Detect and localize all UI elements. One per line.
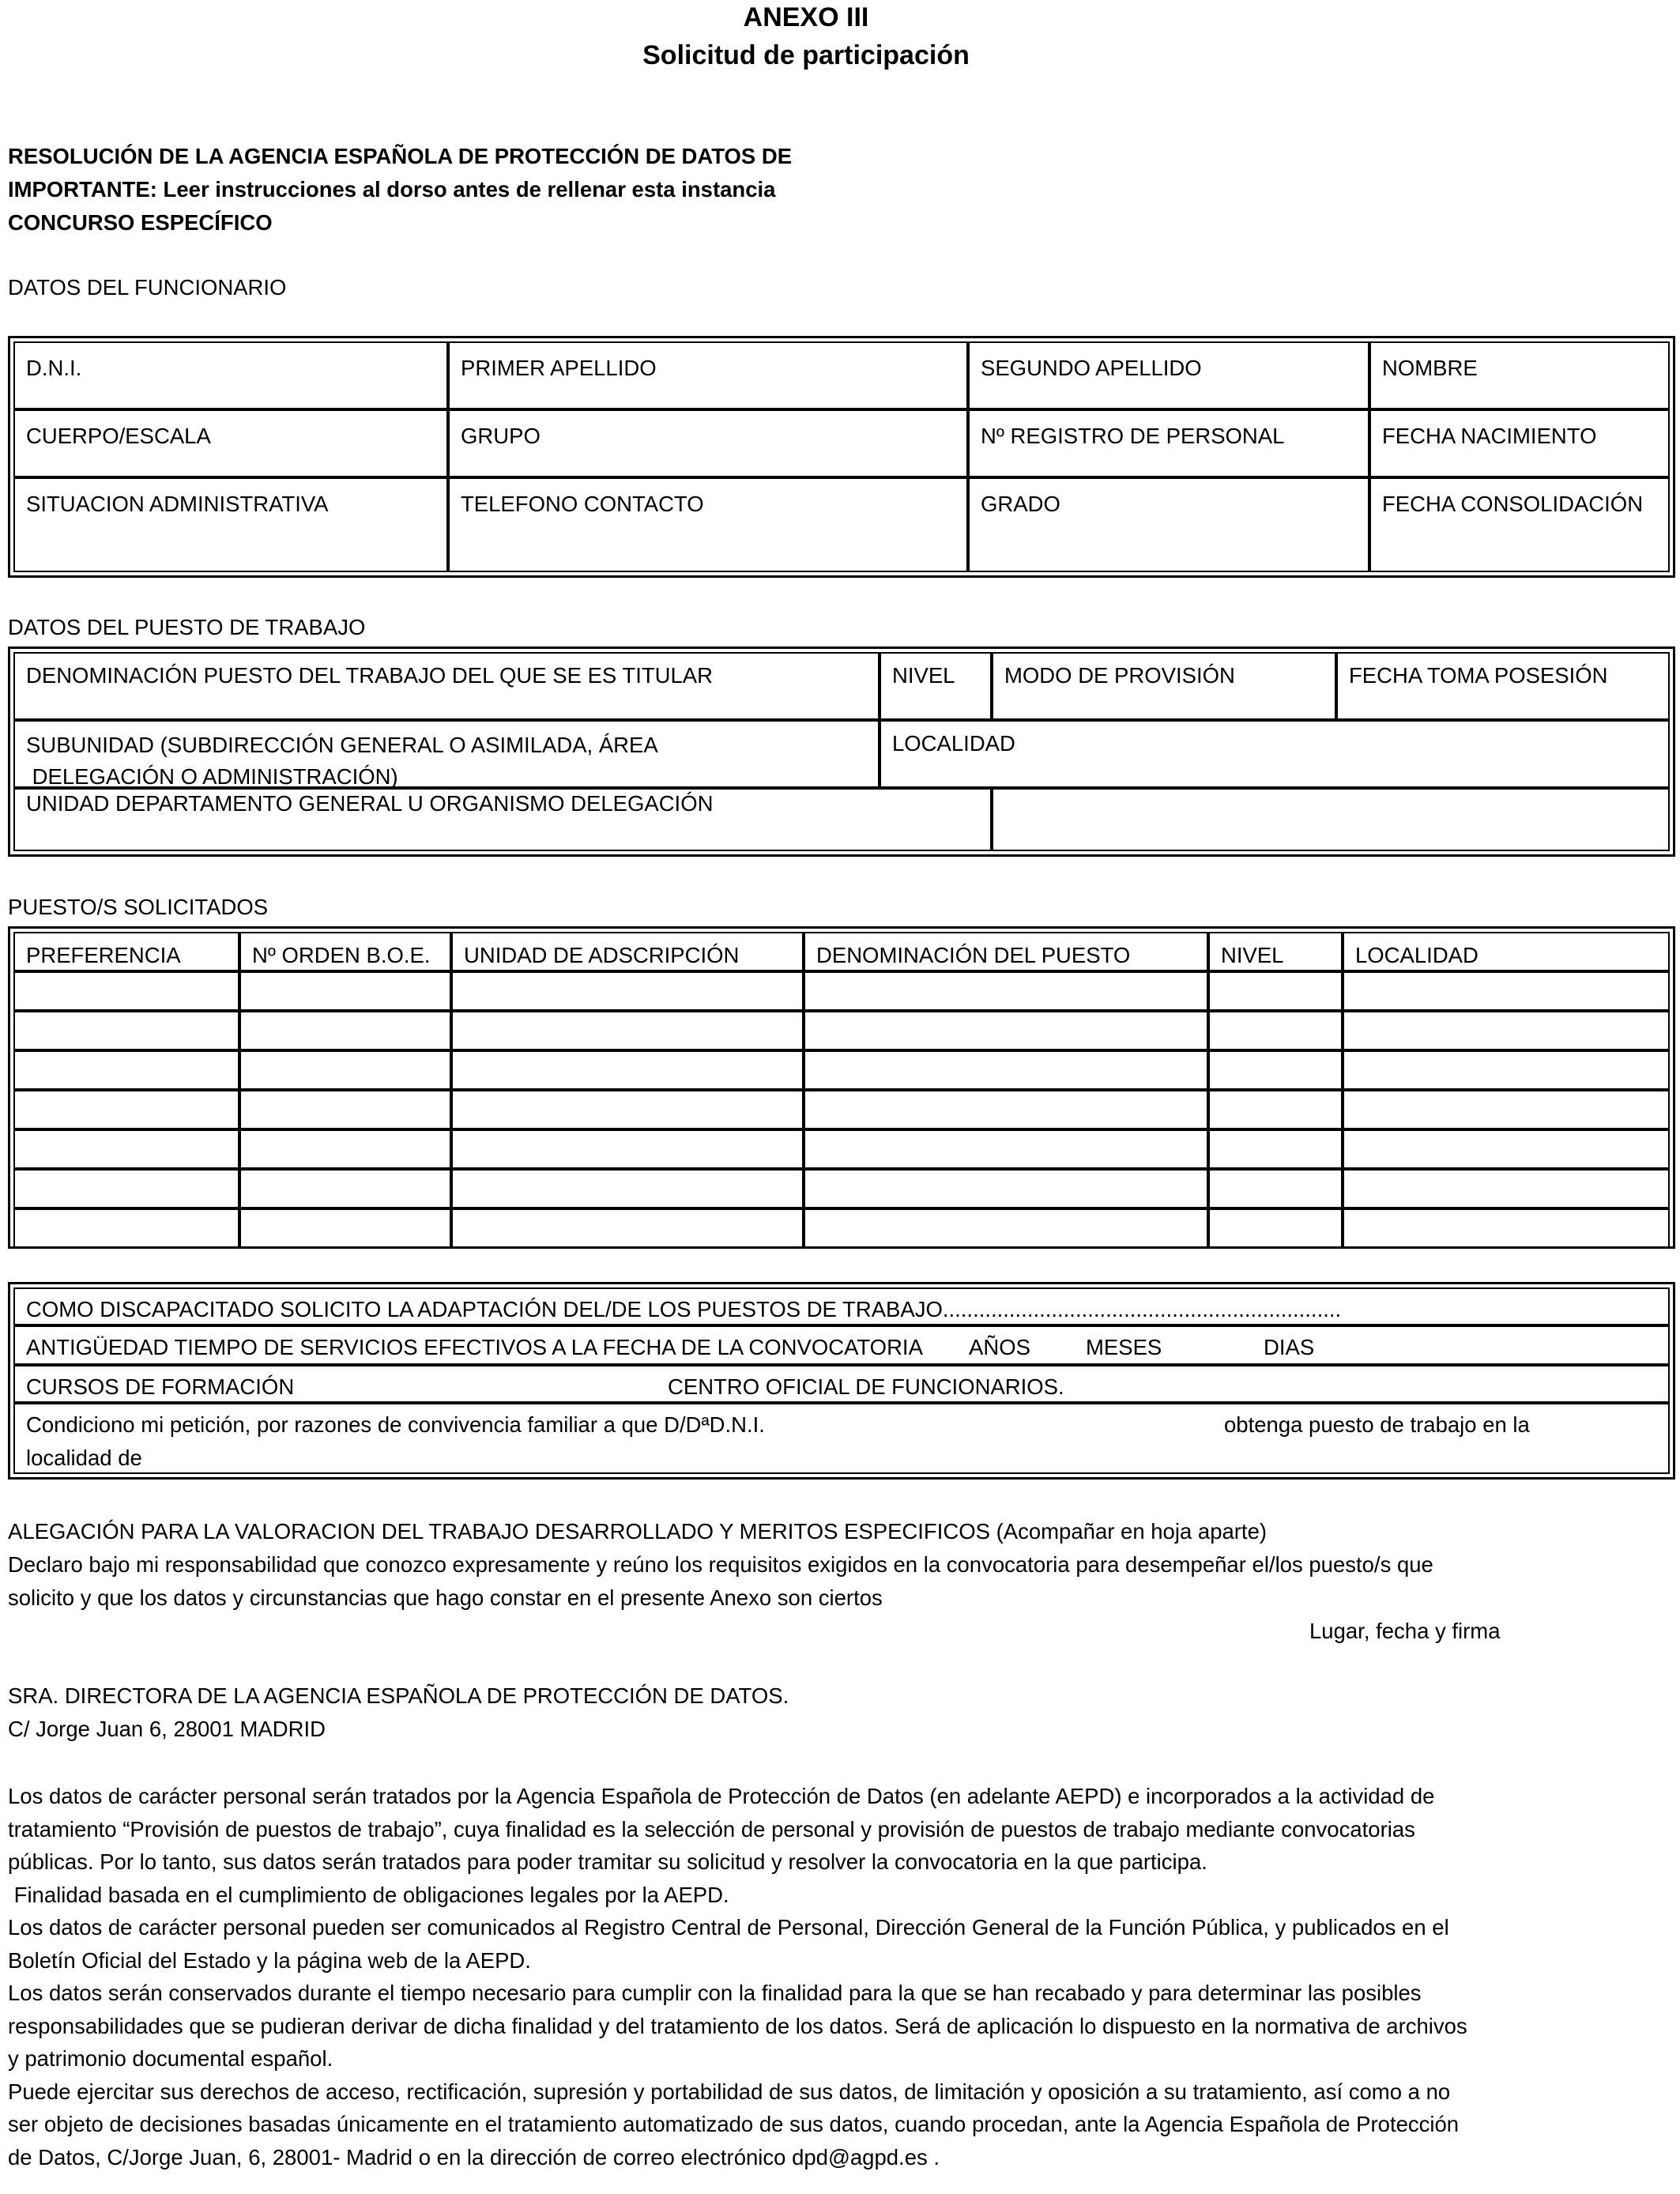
unidad-departamento-value[interactable] xyxy=(992,788,1670,851)
modo-provision-field[interactable]: MODO DE PROVISIÓN xyxy=(992,652,1336,720)
solicitado-cell[interactable] xyxy=(1343,1129,1670,1169)
solicitado-cell[interactable] xyxy=(451,1050,804,1090)
funcionario-table xyxy=(8,336,1675,578)
solicitado-cell[interactable] xyxy=(1208,971,1343,1011)
solicitado-cell[interactable] xyxy=(1343,1169,1670,1208)
solicitado-cell[interactable] xyxy=(1343,971,1670,1011)
important-note: IMPORTANTE: Leer instrucciones al dorso antes de rellenar esta instancia xyxy=(8,177,776,202)
col-localidad: LOCALIDAD xyxy=(1343,932,1670,971)
firma-label: Lugar, fecha y firma xyxy=(1309,1619,1501,1643)
col-denominacion-puesto: DENOMINACIÓN DEL PUESTO xyxy=(804,932,1208,971)
subunidad-field[interactable] xyxy=(13,720,880,788)
solicitado-cell[interactable] xyxy=(239,1050,451,1090)
privacy-p4-l2: responsabilidades que se pudieran derivar de dicha finalidad y del tratamiento de los datos. Será de aplicación lo dispuesto en la normativa de archivos xyxy=(8,2013,1467,2038)
privacy-p5-l1: Puede ejercitar sus derechos de acceso, rectificación, supresión y portabilidad de sus datos, de limitación y oposición a su tratamiento, así como a no xyxy=(8,2079,1451,2104)
solicitado-cell[interactable] xyxy=(804,1050,1208,1090)
declaro-line-2: solicito y que los datos y circunstancias que hago constar en el presente Anexo son ciertos xyxy=(8,1585,883,1610)
solicitado-cell[interactable] xyxy=(13,1090,239,1129)
antiguedad-label: ANTIGÜEDAD TIEMPO DE SERVICIOS EFECTIVOS A LA FECHA DE LA CONVOCATORIA xyxy=(26,1335,923,1359)
privacy-p1-l1: Los datos de carácter personal serán tratados por la Agencia Española de Protección de Datos (en adelante AEPD) e incorporados a la actividad de xyxy=(8,1784,1435,1808)
solicitado-cell[interactable] xyxy=(1343,1208,1670,1248)
privacy-p5-l3: de Datos, C/Jorge Juan, 6, 28001- Madrid o en la dirección de correo electrónico dpd@agpd.es . xyxy=(8,2144,940,2169)
solicitado-cell[interactable] xyxy=(451,1208,804,1248)
declaro-line-1: Declaro bajo mi responsabilidad que conozco expresamente y reúno los requisitos exigidos en la convocatoria para desempeñar el/los puesto/s que xyxy=(8,1552,1433,1577)
localidad-field[interactable]: LOCALIDAD xyxy=(880,720,1670,788)
solicitado-cell[interactable] xyxy=(239,1208,451,1248)
solicitado-cell[interactable] xyxy=(13,1050,239,1090)
dni-field[interactable]: D.N.I. xyxy=(13,341,448,409)
solicitados-table xyxy=(8,926,1675,1249)
solicitado-cell[interactable] xyxy=(451,1011,804,1050)
form-title: Solicitud de participación xyxy=(642,40,970,70)
condiciono-label: Condiciono mi petición, por razones de convivencia familiar a que D/DªD.N.I. xyxy=(26,1412,765,1437)
resolution-line: RESOLUCIÓN DE LA AGENCIA ESPAÑOLA DE PROTECCIÓN DE DATOS DE xyxy=(8,144,793,168)
solicitado-cell[interactable] xyxy=(451,1129,804,1169)
solicitado-cell[interactable] xyxy=(451,1090,804,1129)
solicitado-cell[interactable] xyxy=(13,1129,239,1169)
solicitado-cell[interactable] xyxy=(1343,1050,1670,1090)
registro-personal-field[interactable]: Nº REGISTRO DE PERSONAL xyxy=(968,409,1369,477)
puesto-heading: DATOS DEL PUESTO DE TRABAJO xyxy=(8,615,366,639)
privacy-p3-l1: Los datos de carácter personal pueden ser comunicados al Registro Central de Personal, Dirección General de la Función Pública, y publicados en el xyxy=(8,1915,1449,1940)
solicitados-heading: PUESTO/S SOLICITADOS xyxy=(8,895,269,919)
subunidad-label-2: DELEGACIÓN O ADMINISTRACIÓN) xyxy=(26,763,398,789)
solicitado-cell[interactable] xyxy=(1208,1011,1343,1050)
grado-field[interactable]: GRADO xyxy=(968,477,1369,572)
solicitado-cell[interactable] xyxy=(804,1129,1208,1169)
solicitado-cell[interactable] xyxy=(13,1011,239,1050)
cursos-formacion-field[interactable] xyxy=(13,1365,1670,1403)
col-unidad-adscripcion: UNIDAD DE ADSCRIPCIÓN xyxy=(451,932,804,971)
dias-label: DIAS xyxy=(1264,1335,1315,1359)
solicitado-cell[interactable] xyxy=(1343,1090,1670,1129)
privacy-p5-l2: ser objeto de decisiones basadas únicamente en el tratamiento automatizado de sus datos, cuando procedan, ante la Agencia Española de Protección xyxy=(8,2112,1460,2136)
anos-label: AÑOS xyxy=(969,1335,1030,1359)
solicitado-cell[interactable] xyxy=(1343,1011,1670,1050)
obtenga-label: obtenga puesto de trabajo en la xyxy=(1224,1412,1530,1437)
meses-label: MESES xyxy=(1086,1335,1162,1359)
solicitado-cell[interactable] xyxy=(239,1011,451,1050)
solicitado-cell[interactable] xyxy=(451,971,804,1011)
solicitado-cell[interactable] xyxy=(804,1090,1208,1129)
solicitado-cell[interactable] xyxy=(13,1169,239,1208)
solicitado-cell[interactable] xyxy=(1208,1129,1343,1169)
solicitado-cell[interactable] xyxy=(451,1169,804,1208)
subunidad-label-1: SUBUNIDAD (SUBDIRECCIÓN GENERAL O ASIMILADA, ÁREA xyxy=(26,733,658,757)
col-orden-boe: Nº ORDEN B.O.E. xyxy=(239,932,451,971)
primer-apellido-field[interactable]: PRIMER APELLIDO xyxy=(448,341,968,409)
situacion-administrativa-field[interactable]: SITUACION ADMINISTRATIVA xyxy=(13,477,448,572)
privacy-p4-l1: Los datos serán conservados durante el tiempo necesario para cumplir con la finalidad para la que se han recabado y para determinar las posibles xyxy=(8,1981,1422,2005)
unidad-departamento-field[interactable]: UNIDAD DEPARTAMENTO GENERAL U ORGANISMO DELEGACIÓN xyxy=(13,788,992,851)
discapacitado-field[interactable]: COMO DISCAPACITADO SOLICITO LA ADAPTACIÓN DEL/DE LOS PUESTOS DE TRABAJO.................................................................. xyxy=(13,1287,1670,1325)
solicitado-cell[interactable] xyxy=(804,1169,1208,1208)
privacy-p1-l3: públicas. Por lo tanto, sus datos serán tratados para poder tramitar su solicitud y resolver la convocatoria en la que participa. xyxy=(8,1849,1207,1874)
centro-oficial-label: CENTRO OFICIAL DE FUNCIONARIOS. xyxy=(668,1374,1064,1399)
nivel-field[interactable]: NIVEL xyxy=(880,652,992,720)
solicitado-cell[interactable] xyxy=(1208,1050,1343,1090)
privacy-p4-l3: y patrimonio documental español. xyxy=(8,2046,333,2071)
privacy-p3-l2: Boletín Oficial del Estado y la página web de la AEPD. xyxy=(8,1947,531,1973)
segundo-apellido-field[interactable]: SEGUNDO APELLIDO xyxy=(968,341,1369,409)
col-preferencia: PREFERENCIA xyxy=(13,932,239,971)
fecha-toma-posesion-field[interactable]: FECHA TOMA POSESIÓN xyxy=(1336,652,1670,720)
privacy-p1-l2: tratamiento “Provisión de puestos de trabajo”, cuya finalidad es la selección de personal y provisión de puestos de trabajo mediante convocatorias xyxy=(8,1816,1415,1842)
solicitado-cell[interactable] xyxy=(1208,1090,1343,1129)
nombre-field[interactable]: NOMBRE xyxy=(1369,341,1670,409)
fecha-consolidacion-field[interactable]: FECHA CONSOLIDACIÓN xyxy=(1369,477,1670,572)
grupo-field[interactable]: GRUPO xyxy=(448,409,968,477)
telefono-contacto-field[interactable]: TELEFONO CONTACTO xyxy=(448,477,968,572)
destinatario-line-1: SRA. DIRECTORA DE LA AGENCIA ESPAÑOLA DE PROTECCIÓN DE DATOS. xyxy=(8,1683,789,1708)
annex-title: ANEXO III xyxy=(743,2,869,32)
alegacion-text: ALEGACIÓN PARA LA VALORACION DEL TRABAJO DESARROLLADO Y MERITOS ESPECIFICOS (Acompañar en hoja aparte) xyxy=(8,1519,1268,1544)
privacy-p2: Finalidad basada en el cumplimiento de obligaciones legales por la AEPD. xyxy=(8,1882,729,1907)
antiguedad-field[interactable] xyxy=(13,1325,1670,1365)
solicitado-cell[interactable] xyxy=(1208,1208,1343,1248)
solicitado-cell[interactable] xyxy=(804,971,1208,1011)
solicitado-cell[interactable] xyxy=(804,1208,1208,1248)
solicitado-cell[interactable] xyxy=(239,971,451,1011)
solicitado-cell[interactable] xyxy=(1208,1169,1343,1208)
extra-info-table xyxy=(8,1282,1675,1480)
solicitado-cell[interactable] xyxy=(239,1169,451,1208)
privacy-notice xyxy=(8,1780,1620,2173)
denominacion-puesto-field[interactable]: DENOMINACIÓN PUESTO DEL TRABAJO DEL QUE SE ES TITULAR xyxy=(13,652,880,720)
contest-type: CONCURSO ESPECÍFICO xyxy=(8,210,273,235)
solicitado-cell[interactable] xyxy=(239,1090,451,1129)
condiciono-field[interactable] xyxy=(13,1403,1670,1474)
cuerpo-escala-field[interactable]: CUERPO/ESCALA xyxy=(13,409,448,477)
solicitado-cell[interactable] xyxy=(804,1011,1208,1050)
solicitado-cell[interactable] xyxy=(239,1129,451,1169)
funcionario-heading: DATOS DEL FUNCIONARIO xyxy=(8,275,287,300)
col-nivel: NIVEL xyxy=(1208,932,1343,971)
solicitado-cell[interactable] xyxy=(13,1208,239,1248)
puesto-table xyxy=(8,647,1675,857)
destinatario-address: C/ Jorge Juan 6, 28001 MADRID xyxy=(8,1717,326,1741)
localidad-de-label: localidad de xyxy=(26,1446,142,1470)
cursos-label: CURSOS DE FORMACIÓN xyxy=(26,1374,295,1399)
solicitado-cell[interactable] xyxy=(13,971,239,1011)
fecha-nacimiento-field[interactable]: FECHA NACIMIENTO xyxy=(1369,409,1670,477)
